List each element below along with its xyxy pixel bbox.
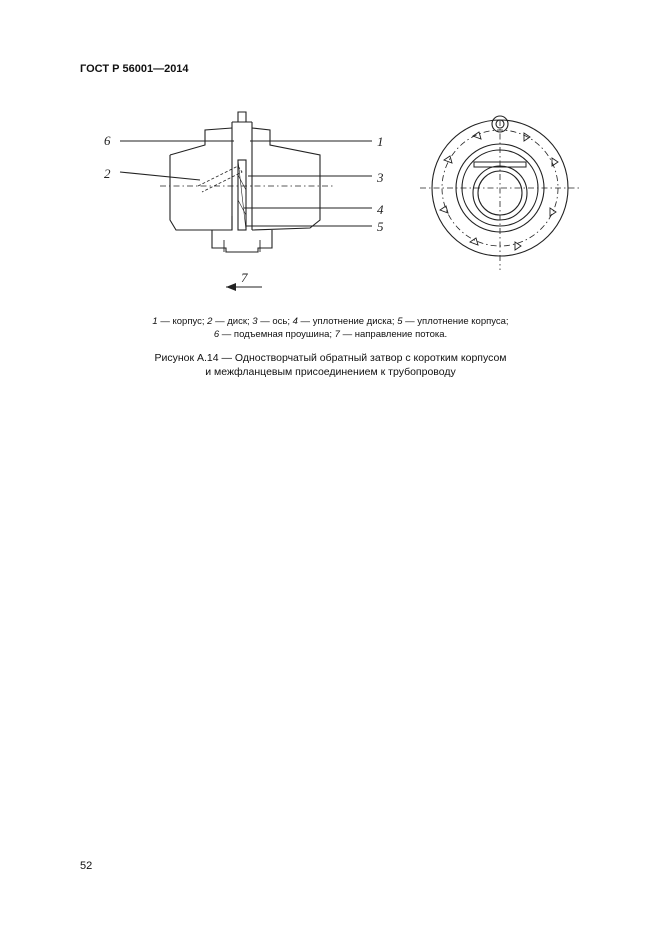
legend-num: 4 xyxy=(292,316,298,327)
legend-text: — направление потока. xyxy=(339,328,448,340)
valve-drawing xyxy=(0,100,661,300)
legend-num: 5 xyxy=(397,316,403,327)
legend-text: — уплотнение диска; xyxy=(297,316,398,327)
legend-num: 2 xyxy=(207,316,213,327)
valve-front-view xyxy=(420,116,580,270)
figure-caption xyxy=(0,352,661,379)
legend-text: — ось; xyxy=(257,316,293,327)
callout-5: 5 xyxy=(377,219,384,234)
caption-line-1: Рисунок А.14 — Одностворчатый обратный затвор с коротким корпусом xyxy=(154,352,507,364)
valve-side-view xyxy=(120,112,372,291)
callout-3: 3 xyxy=(377,170,384,185)
legend-num: 3 xyxy=(252,316,258,327)
legend-text: — подъемная проушина; xyxy=(219,328,335,340)
page-number: 52 xyxy=(80,860,93,872)
callout-6: 6 xyxy=(104,133,111,148)
legend-text: — уплотнение корпуса; xyxy=(402,316,509,327)
callout-4: 4 xyxy=(377,202,384,217)
figure-legend xyxy=(0,316,661,341)
document-header: ГОСТ Р 56001—2014 xyxy=(80,63,189,75)
legend-text: — диск; xyxy=(212,316,253,327)
callout-7: 7 xyxy=(241,270,248,285)
legend-line-2 xyxy=(0,329,661,342)
callout-2: 2 xyxy=(104,166,111,181)
callout-1: 1 xyxy=(377,134,384,149)
legend-line-1 xyxy=(0,316,661,329)
legend-num: 1 xyxy=(152,316,158,327)
legend-num: 7 xyxy=(334,328,340,340)
legend-text: — корпус; xyxy=(157,316,208,327)
caption-line-2: и межфланцевым присоединением к трубопроводу xyxy=(205,365,456,378)
legend-num: 6 xyxy=(213,328,220,340)
